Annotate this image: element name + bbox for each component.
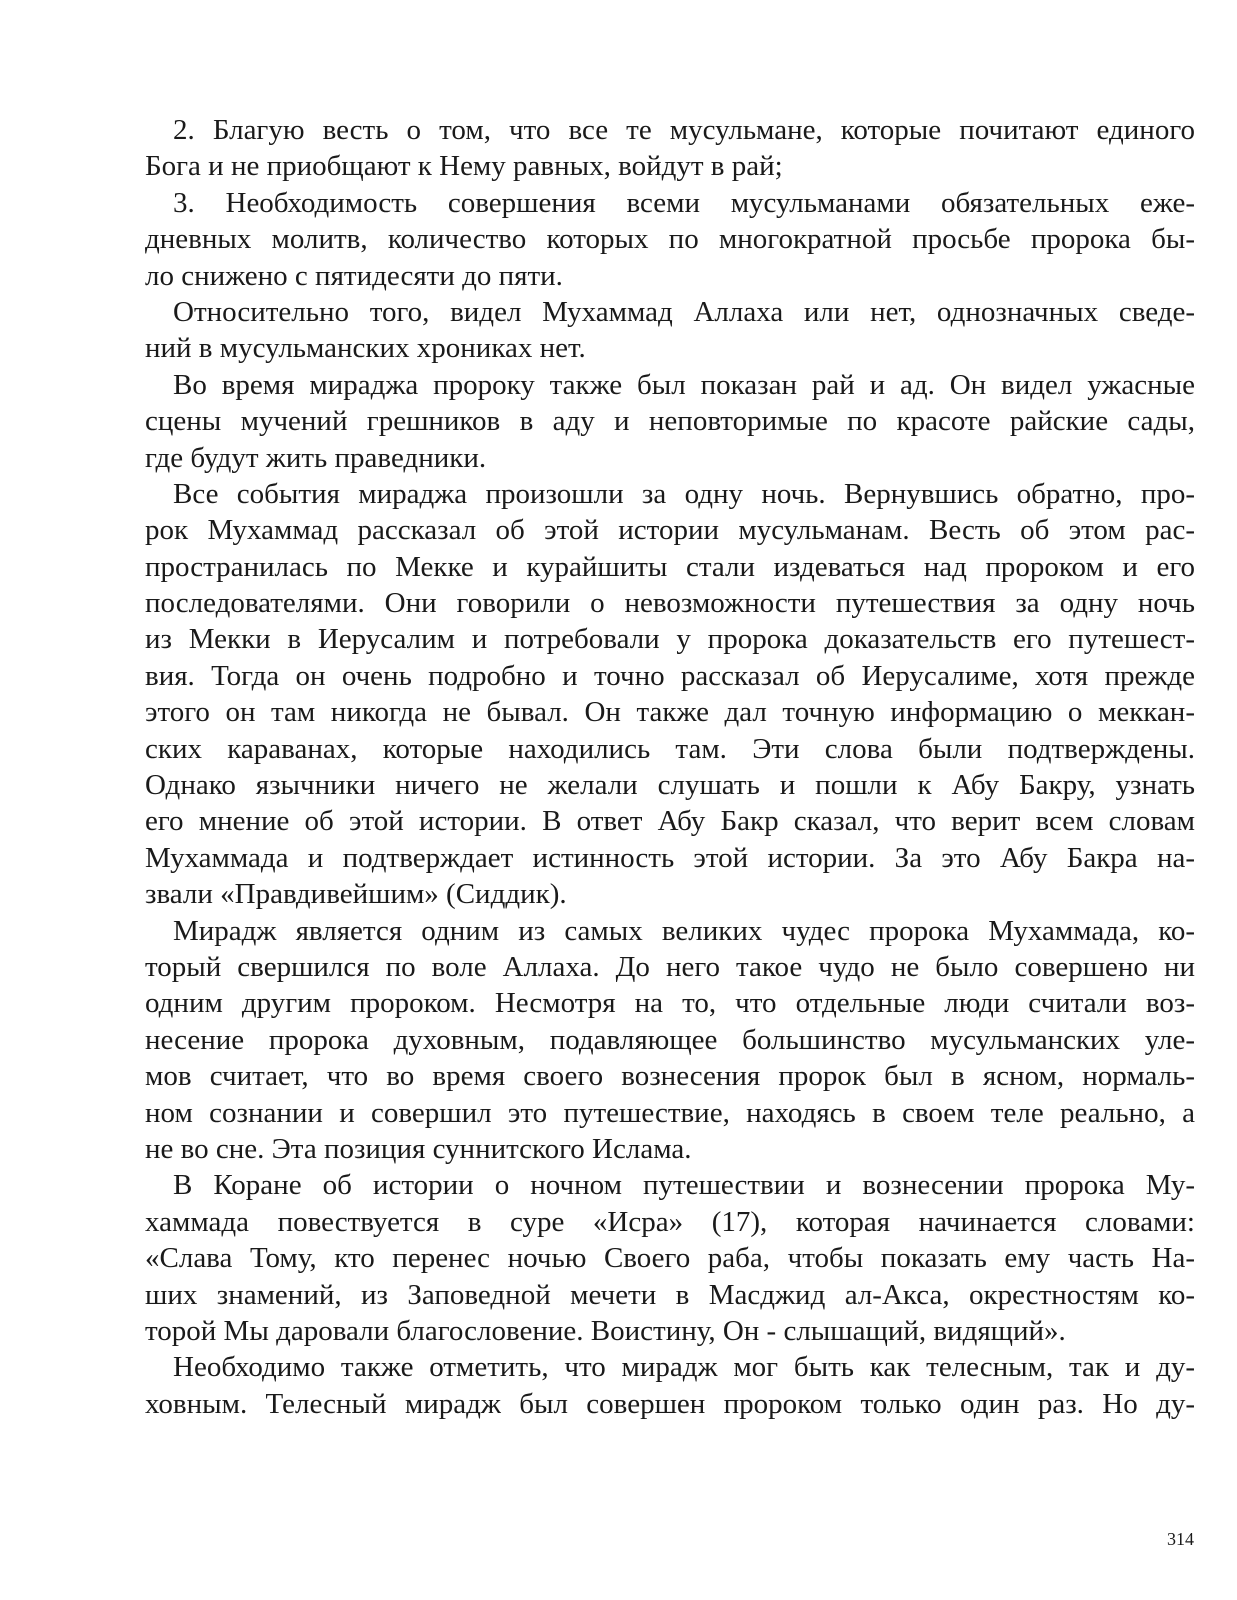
text-line: ших знамений, из Заповедной мечети в Масджид ал-Акса, окрестностям ко-	[145, 1278, 1195, 1311]
text-line: несение пророка духовным, подавляющее большинство мусульманских уле-	[145, 1023, 1195, 1056]
text-line: из Мекки в Иерусалим и потребовали у пророка доказательств его путешест-	[145, 623, 1195, 656]
text-line: его мнение об этой истории. В ответ Абу Бакр сказал, что верит всем словам	[145, 805, 1195, 838]
text-line: Во время мираджа пророку также был показан рай и ад. Он видел ужасные	[173, 368, 1195, 401]
text-line: где будут жить праведники.	[145, 441, 487, 474]
text-line: «Слава Тому, кто перенес ночью Своего раба, чтобы показать ему часть На-	[145, 1242, 1195, 1275]
text-line: 3. Необходимость совершения всеми мусульманами обязательных еже-	[173, 186, 1195, 219]
text-line: Мухаммада и подтверждает истинность этой истории. За это Абу Бакра на-	[145, 841, 1195, 874]
text-line: одним другим пророком. Несмотря на то, что отдельные люди считали воз-	[145, 987, 1195, 1020]
text-line: ном сознании и совершил это путешествие, находясь в своем теле реально, а	[145, 1096, 1195, 1129]
body-text	[145, 112, 1195, 1422]
text-line: пространилась по Мекке и курайшиты стали издеваться над пророком и его	[145, 550, 1195, 583]
text-line: звали «Правдивейшим» (Сиддик).	[145, 878, 567, 911]
text-line: мов считает, что во время своего вознесения пророк был в ясном, нормаль-	[145, 1060, 1195, 1093]
text-line: Мирадж является одним из самых великих чудес пророка Мухаммада, ко-	[173, 914, 1195, 947]
text-line: 2. Благую весть о том, что все те мусульмане, которые почитают единого	[173, 114, 1195, 146]
text-line: ло снижено с пятидесяти до пяти.	[145, 259, 563, 292]
text-line: вия. Тогда он очень подробно и точно рассказал об Иерусалиме, хотя прежде	[145, 659, 1195, 692]
text-line: ний в мусульманских хрониках нет.	[145, 332, 586, 365]
text-line: Все события мираджа произошли за одну ночь. Вернувшись обратно, про-	[173, 477, 1195, 510]
text-line: ских караванах, которые находились там. Эти слова были подтверждены.	[145, 732, 1195, 765]
text-line: не во сне. Эта позиция суннитского Ислама.	[145, 1132, 692, 1165]
page-number: 314	[1167, 1529, 1194, 1549]
text-line: рок Мухаммад рассказал об этой истории мусульманам. Весть об этом рас-	[145, 514, 1195, 547]
text-line: Относительно того, видел Мухаммад Аллаха или нет, однозначных сведе-	[173, 295, 1195, 328]
text-line: последователями. Они говорили о невозможности путешествия за одну ночь	[145, 587, 1195, 620]
text-line: дневных молитв, количество которых по многократной просьбе пророка бы-	[145, 223, 1195, 256]
text-line: ховным. Телесный мирадж был совершен пророком только один раз. Но ду-	[145, 1387, 1195, 1420]
text-line: Необходимо также отметить, что мирадж мог быть как телесным, так и ду-	[173, 1351, 1195, 1384]
text-line: торый свершился по воле Аллаха. До него такое чудо не было совершено ни	[145, 950, 1195, 983]
text-line: сцены мучений грешников в аду и неповторимые по красоте райские сады,	[145, 405, 1195, 438]
text-line: торой Мы даровали благословение. Воистину, Он - слышащий, видящий».	[145, 1314, 1066, 1347]
text-line: Однако язычники ничего не желали слушать и пошли к Абу Бакру, узнать	[145, 769, 1195, 802]
text-line: В Коране об истории о ночном путешествии и вознесении пророка Му-	[173, 1169, 1195, 1202]
text-line: Бога и не приобщают к Нему равных, войдут в рай;	[145, 150, 783, 183]
text-line: этого он там никогда не бывал. Он также дал точную информацию о меккан-	[145, 696, 1195, 729]
text-line: хаммада повествуется в суре «Исра» (17), которая начинается словами:	[145, 1205, 1195, 1238]
